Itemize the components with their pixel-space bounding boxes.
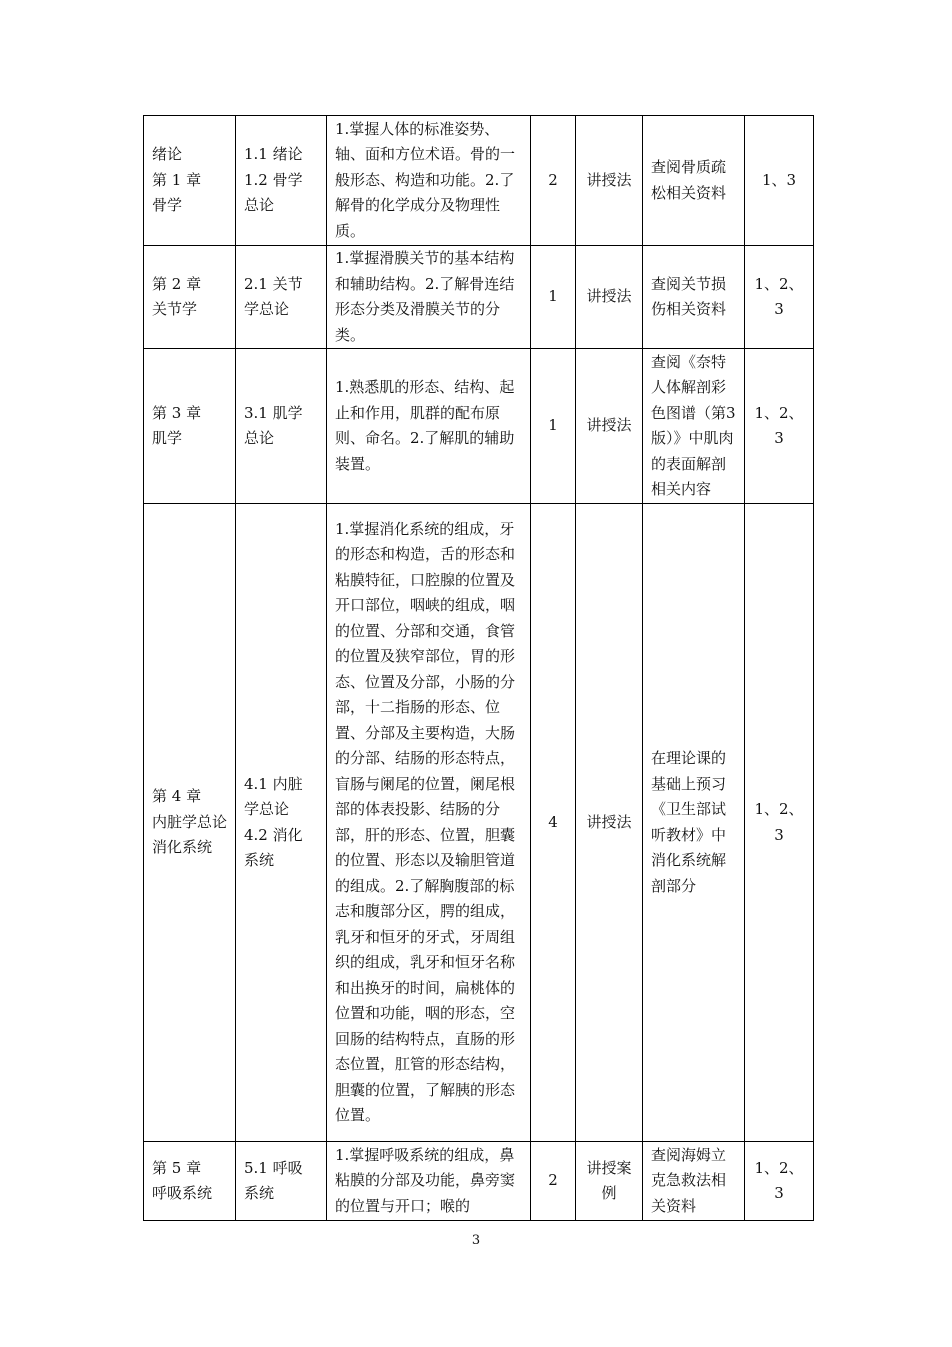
- objectives-cell: 1.掌握人体的标准姿势、轴、面和方位术语。骨的一般形态、构造和功能。2.了解骨的化学成分及物理性质。: [327, 116, 531, 246]
- section-cell: 5.1 呼吸 系统: [236, 1142, 327, 1221]
- table-row: [144, 246, 814, 349]
- objectives-cell: 1.掌握滑膜关节的基本结构和辅助结构。2.了解骨连结形态分类及滑膜关节的分类。: [327, 246, 531, 349]
- syllabus-table: [143, 115, 814, 1221]
- assignment-cell: 查阅骨质疏松相关资料: [643, 116, 745, 246]
- references-cell: 1、2、3: [745, 349, 814, 504]
- chapter-cell: 第 2 章 关节学: [144, 246, 236, 349]
- hours-cell: 2: [531, 1142, 576, 1221]
- section-cell: 3.1 肌学 总论: [236, 349, 327, 504]
- method-cell: 讲授法: [576, 504, 643, 1142]
- page-number: 3: [471, 1233, 481, 1248]
- section-cell: 1.1 绪论 1.2 骨学 总论: [236, 116, 327, 246]
- method-cell: 讲授法: [576, 246, 643, 349]
- table-row: [144, 504, 814, 1142]
- chapter-cell: 第 5 章 呼吸系统: [144, 1142, 236, 1221]
- hours-cell: 2: [531, 116, 576, 246]
- hours-cell: 1: [531, 246, 576, 349]
- references-cell: 1、3: [745, 116, 814, 246]
- assignment-cell: 在理论课的基础上预习《卫生部试听教材》中消化系统解剖部分: [643, 504, 745, 1142]
- assignment-cell: 查阅《奈特人体解剖彩色图谱（第3版）》中肌肉的表面解剖相关内容: [643, 349, 745, 504]
- hours-cell: 1: [531, 349, 576, 504]
- chapter-cell: 第 3 章 肌学: [144, 349, 236, 504]
- references-cell: 1、2、3: [745, 1142, 814, 1221]
- references-cell: 1、2、3: [745, 246, 814, 349]
- section-cell: 4.1 内脏 学总论 4.2 消化 系统: [236, 504, 327, 1142]
- table-row: [144, 1142, 814, 1221]
- objectives-cell: 1.掌握呼吸系统的组成，鼻粘膜的分部及功能，鼻旁窦的位置与开口；喉的: [327, 1142, 531, 1221]
- table-row: [144, 349, 814, 504]
- table-row: [144, 116, 814, 246]
- references-cell: 1、2、3: [745, 504, 814, 1142]
- chapter-cell: 绪论 第 1 章 骨学: [144, 116, 236, 246]
- objectives-cell: 1.掌握消化系统的组成，牙的形态和构造，舌的形态和粘膜特征，口腔腺的位置及开口部位，咽峡的组成，咽的位置、分部和交通，食管的位置及狭窄部位，胃的形态、位置及分部，小肠的分部，十二指肠的形态、位置、分部及主要构造，大肠的分部、结肠的形态特点，盲肠与阑尾的位置，阑尾根部的体表投影、结肠的分部，肝的形态、位置，胆囊的位置、形态以及输胆管道的组成。2.了解胸腹部的标志和腹部分区，腭的组成，乳牙和恒牙的牙式，牙周组织的组成，乳牙和恒牙名称和出换牙的时间，扁桃体的位置和功能，咽的形态，空回肠的结构特点，直肠的形态位置，肛管的形态结构，胆囊的位置，了解胰的形态位置。: [327, 504, 531, 1142]
- method-cell: 讲授法: [576, 116, 643, 246]
- section-cell: 2.1 关节 学总论: [236, 246, 327, 349]
- hours-cell: 4: [531, 504, 576, 1142]
- objectives-cell: 1.熟悉肌的形态、结构、起止和作用，肌群的配布原则、命名。2.了解肌的辅助装置。: [327, 349, 531, 504]
- assignment-cell: 查阅海姆立克急救法相关资料: [643, 1142, 745, 1221]
- chapter-cell: 第 4 章 内脏学总论 消化系统: [144, 504, 236, 1142]
- assignment-cell: 查阅关节损伤相关资料: [643, 246, 745, 349]
- method-cell: 讲授法: [576, 349, 643, 504]
- method-cell: 讲授案例: [576, 1142, 643, 1221]
